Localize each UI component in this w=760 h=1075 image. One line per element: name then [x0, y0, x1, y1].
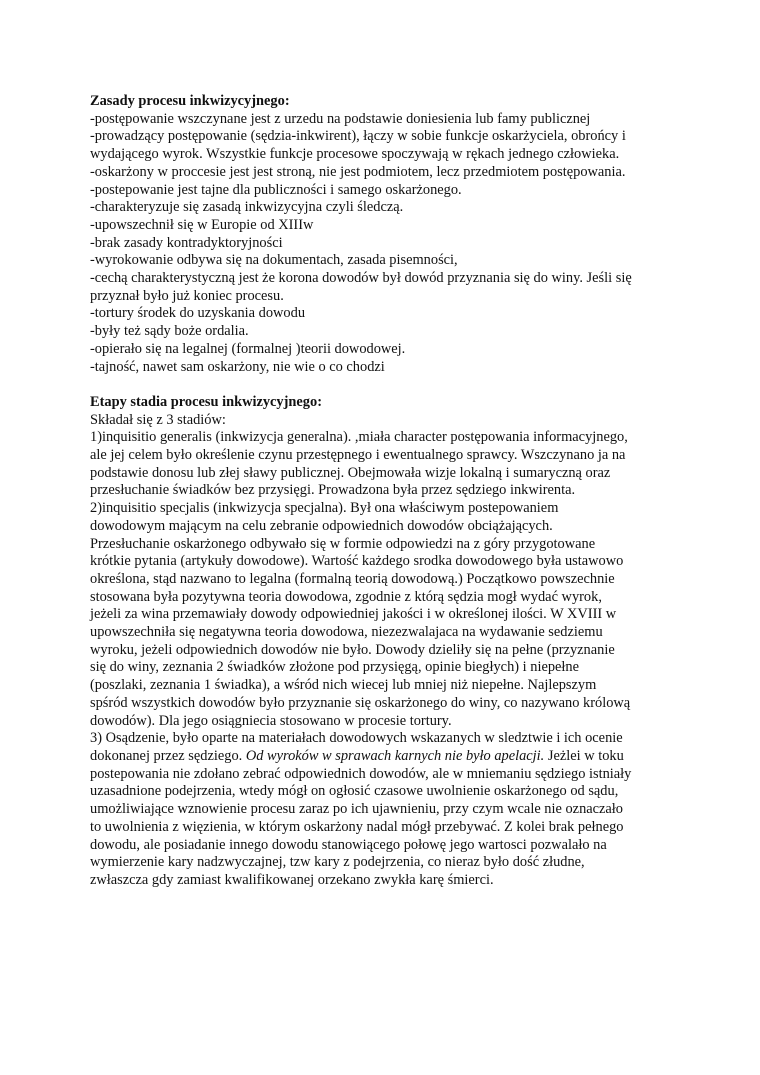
italic-text-run: Od wyroków w sprawach karnych nie było apelacji.: [245, 748, 545, 764]
text-line: -prowadzący postępowanie (sędzia-inkwirent), łączy w sobie funkcje oskarżyciela, obrońcy i: [90, 128, 626, 145]
text-line: -tajność, nawet sam oskarżony, nie wie o co chodzi: [90, 358, 385, 375]
text-line: jeżeli za wina przemawiały dowody odpowiedniej jakości i w określonej ilości. W XVIII w: [90, 606, 617, 623]
principles-list: [90, 111, 700, 377]
text-line: ale jej celem było określenie czynu przestępnego i ewentualnego sprawcy. Wszczynano ja na: [90, 447, 626, 464]
text-line: dowodowym mającym na celu zebranie odpowiednich dowodów obciążających.: [90, 517, 553, 534]
text-line: podstawie donosu lub złej sławy publicznej. Obejmowała wizje lokalną i sumaryczną oraz: [90, 464, 611, 481]
text-line: -cechą charakterystyczną jest że korona dowodów był dowód przyznania się do winy. Jeśli się: [90, 270, 632, 287]
text-line: 1)inquisitio generalis (inkwizycja generalna). ,miała character postępowania informacyjnego,: [90, 429, 628, 446]
text-line: -oskarżony w proccesie jest jest stroną, nie jest podmiotem, lecz przedmiotem postępowania.: [90, 163, 626, 180]
text-line: -upowszechnił się w Europie od XIIIw: [90, 216, 314, 233]
text-line: przyznał było już koniec procesu.: [90, 287, 284, 304]
stages-text: [90, 412, 700, 890]
text-line: 3) Osądzenie, było oparte na materiałach dowodowych wskazanych w sledztwie i ich ocenie: [90, 730, 623, 747]
section-heading-stages: Etapy stadia procesu inkwizycyjnego:: [90, 393, 322, 410]
text-line: stosowana była pozytywna teoria dowodowa, zgodnie z którą sędzia mogł wydać wyrok,: [90, 588, 602, 605]
text-line: dowodów). Dla jego osiągniecia stosowano w procesie tortury.: [90, 712, 452, 729]
text-line: -charakteryzuje się zasadą inkwizycyjna czyli śledczą.: [90, 199, 404, 216]
text-line: spśród wszystkich dowodów było przyznanie się oskarżonego do winy, co nazywano królową: [90, 694, 631, 711]
text-line: upowszechniła się negatywna teoria dowodowa, niezezwalajaca na wydawanie sedziemu: [90, 624, 603, 641]
text-line: -postepowanie jest tajne dla publiczności i samego oskarżonego.: [90, 181, 462, 198]
text-line: -brak zasady kontradyktoryjności: [90, 234, 283, 251]
document-page: [90, 93, 700, 890]
text-line: dowodu, ale posiadanie innego dowodu stanowiącego połowę jego wartosci pozwalało na: [90, 836, 607, 853]
text-line: umożliwiające wznowienie procesu zaraz po ich ujawnieniu, przy czym wcale nie oznaczało: [90, 801, 624, 818]
text-line: -tortury środek do uzyskania dowodu: [90, 305, 306, 322]
text-line: określona, stąd nazwano to legalna (formalną teorią dowodową.) Początkowo powszechnie: [90, 570, 615, 587]
text-line: uzasadnione podejrzenia, wtedy mógł on ogłosić czasowe uwolnienie oskarżonego od sądu,: [90, 783, 619, 800]
text-line: (poszlaki, zeznania 1 świadka), a wśród nich wiecej lub mniej niż niepełne. Najlepszym: [90, 677, 597, 694]
text-line: wyroku, jeżeli odpowiednich dowodów nie było. Dowody dzieliły się na pełne (przyznanie: [90, 641, 615, 658]
text-line: wymierzenie kary nadzwyczajnej, tzw kary z podejrzenia, co nieraz było dość złudne,: [90, 854, 585, 871]
text-line: Składał się z 3 stadiów:: [90, 411, 226, 428]
section-spacer: [90, 376, 700, 394]
text-line: przesłuchanie świadków bez przysięgi. Prowadzona była przez sędziego inkwirenta.: [90, 482, 576, 499]
text-line: -wyrokowanie odbywa się na dokumentach, zasada pisemności,: [90, 252, 458, 269]
section-heading-principles: Zasady procesu inkwizycyjnego:: [90, 93, 290, 109]
text-line: Przesłuchanie oskarżonego odbywało się w formie odpowiedzi na z góry przygotowane: [90, 535, 596, 552]
text-line: to uwolnienia z więzienia, w którym oskarżony nadal mógł przebywać. Z kolei brak pełnego: [90, 818, 624, 835]
text-line-with-italic: [90, 748, 700, 766]
text-line: krótkie pytania (artykuły dowodowe). Wartość każdego srodka dowodowego była ustawowo: [90, 553, 624, 570]
text-line: zwłaszcza gdy zamiast kwalifikowanej orzekano zwykła karę śmierci.: [90, 871, 494, 888]
text-line: się do winy, zeznania 2 świadków złożone pod przysięgą, opinie biegłych) i niepełne: [90, 659, 579, 676]
text-line: 2)inquisitio specjalis (inkwizycja specjalna). Był ona właściwym postepowaniem: [90, 500, 559, 517]
text-line: -były też sądy boże ordalia.: [90, 323, 249, 340]
text-run: dokonanej przez sędziego.: [90, 748, 246, 764]
text-line: wydającego wyrok. Wszystkie funkcje procesowe spoczywają w rękach jednego człowieka.: [90, 146, 620, 163]
text-line: -postępowanie wszczynane jest z urzedu na podstawie doniesienia lub famy publicznej: [90, 110, 591, 127]
text-line: postepowania nie zdołano zebrać odpowiednich dowodów, ale w mniemaniu sędziego istniały: [90, 765, 632, 782]
text-line: -opierało się na legalnej (formalnej )teorii dowodowej.: [90, 340, 406, 357]
text-run: Jeżlei w toku: [544, 748, 624, 764]
